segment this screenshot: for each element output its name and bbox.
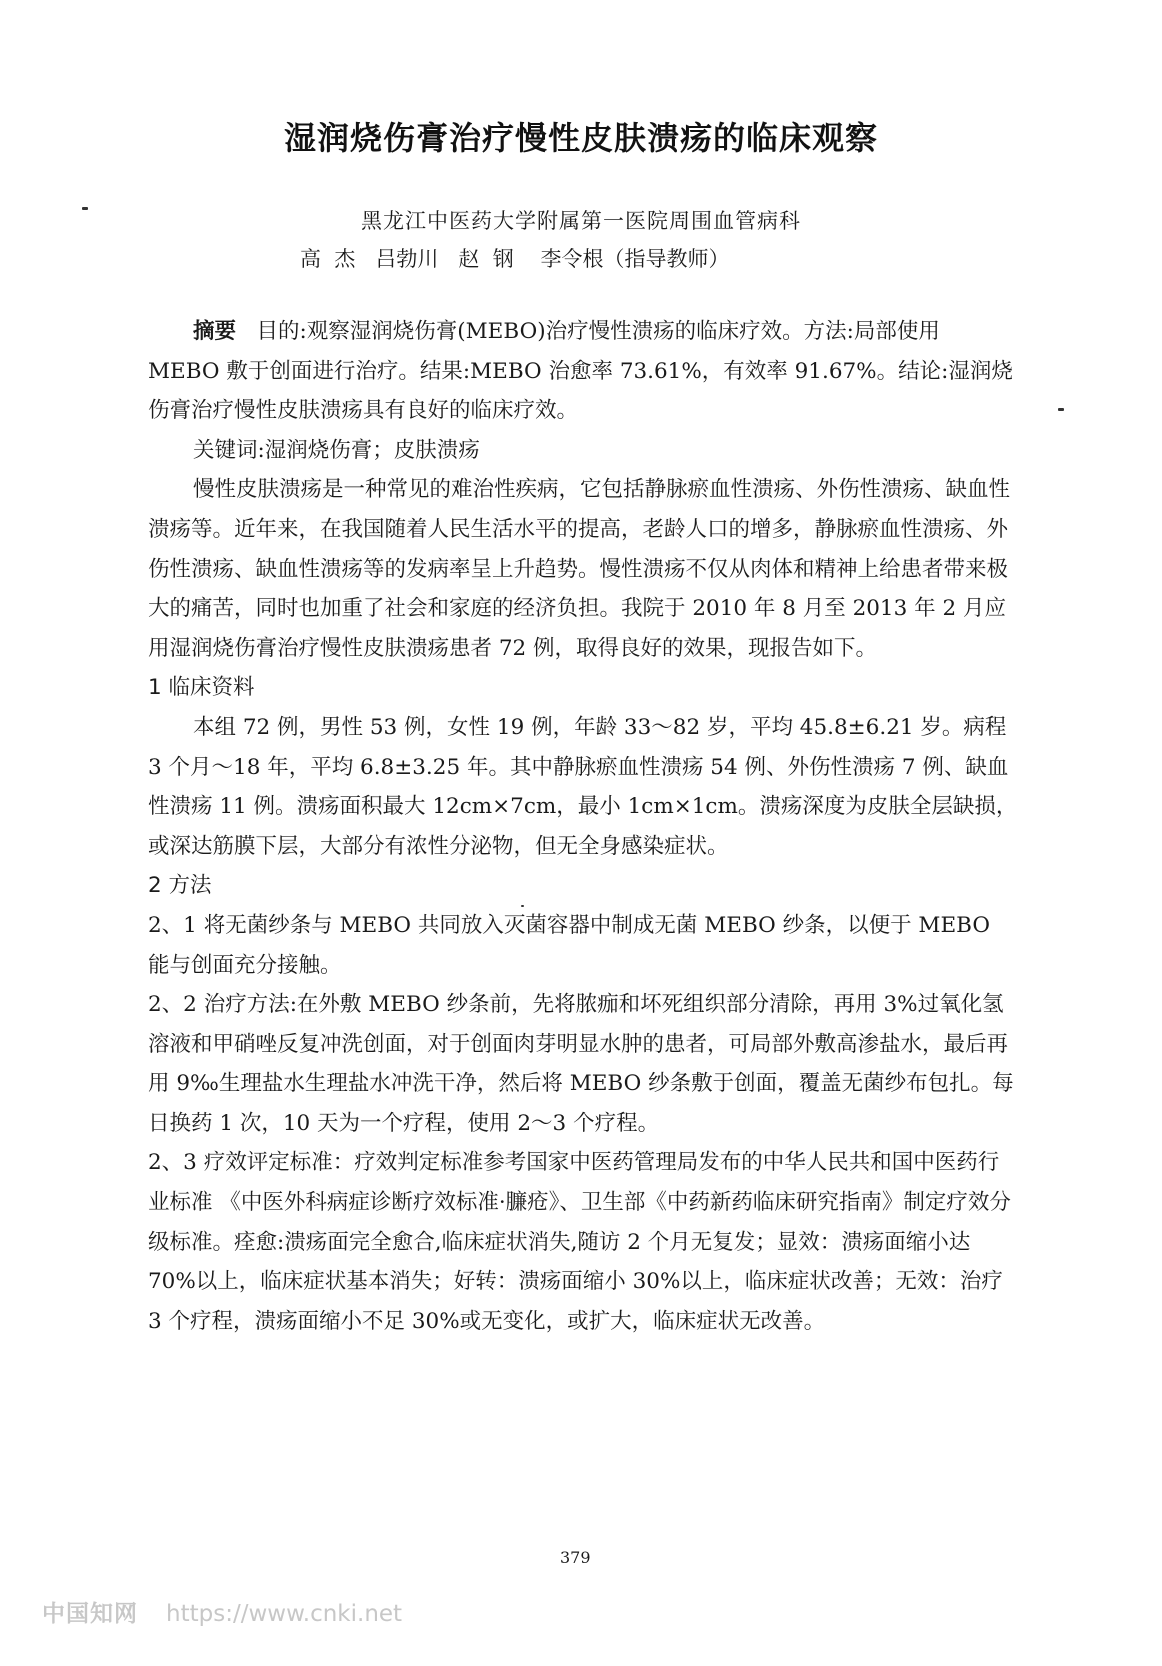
item-2-2: 2、2 治疗方法:在外敷 MEBO 纱条前，先将脓痂和坏死组织部分清除，再用 3%过氧化氢溶液和甲硝唑反复冲洗创面，对于创面肉芽明显水肿的患者，可局部外敷高渗盐水，最后再用 9‰生理盐水生理盐水冲洗干净，然后将 MEBO 纱条敷于创面，覆盖无菌纱布包扎。每日换药 1 次，10 天为一个疗程，使用 2～3 个疗程。: [148, 992, 1014, 1136]
abstract-text: 目的:观察湿润烧伤膏(MEBO)治疗慢性溃疡的临床疗效。方法:局部使用 MEBO 敷于创面进行治疗。结果:MEBO 治愈率 73.61%，有效率 91.67%。结论:湿润烧伤膏治疗慢性皮肤溃疡具有良好的临床疗效。: [148, 319, 1013, 424]
keywords-text: 湿润烧伤膏；皮肤溃疡: [264, 437, 480, 463]
keywords: [148, 431, 1018, 471]
keywords-label: 关键词:: [193, 437, 265, 463]
paper-title: 湿润烧伤膏治疗慢性皮肤溃疡的临床观察: [283, 119, 878, 157]
scan-speck: [82, 207, 88, 210]
abstract-label: 摘要: [193, 319, 237, 344]
item-2-1: 2、1 将无菌纱条与 MEBO 共同放入灭菌容器中制成无菌 MEBO 纱条，以便于 MEBO 能与创面充分接触。: [148, 912, 990, 978]
affiliation: 黑龙江中医药大学附属第一医院周围血管病科: [361, 209, 801, 233]
cnki-brand: 中国知网: [42, 1601, 138, 1627]
author-list: 高 杰 吕勃川 赵 钢 李令根（指导教师）: [300, 247, 730, 271]
scan-speck: [521, 905, 524, 907]
cnki-url[interactable]: https://www.cnki.net: [166, 1601, 403, 1627]
source-watermark: [42, 1595, 402, 1628]
page-number: 379: [560, 1548, 591, 1567]
scan-speck: [1058, 408, 1064, 411]
abstract-block: [148, 312, 1018, 1341]
abstract: [148, 312, 1018, 431]
item-2-3: 2、3 疗效评定标准：疗效判定标准参考国家中医药管理局发布的中华人民共和国中医药行业标准 《中医外科病症诊断疗效标准·臁疮》、卫生部《中药新药临床研究指南》制定疗效分级标准。痊愈:溃疡面完全愈合,临床症状消失,随访 2 个月无复发；显效：溃疡面缩小达 70%以上，临床症状基本消失；好转：溃疡面缩小 30%以上，临床症状改善；无效：治疗 3 个疗程，溃疡面缩小不足 30%或无变化，或扩大，临床症状无改善。: [148, 1150, 1011, 1334]
section-1-heading: 1 临床资料: [148, 675, 255, 701]
section-1-paragraph: 本组 72 例，男性 53 例，女性 19 例，年龄 33～82 岁，平均 45.8±6.21 岁。病程 3 个月～18 年，平均 6.8±3.25 年。其中静脉瘀血性溃疡 54 例、外伤性溃疡 7 例、缺血性溃疡 11 例。溃疡面积最大 12cm×7cm，最小 1cm×1cm。溃疡深度为皮肤全层缺损，或深达筋膜下层，大部分有浓性分泌物，但无全身感染症状。: [148, 714, 1018, 859]
intro-paragraph: 慢性皮肤溃疡是一种常见的难治性疾病，它包括静脉瘀血性溃疡、外伤性溃疡、缺血性溃疡等。近年来，在我国随着人民生活水平的提高，老龄人口的增多，静脉瘀血性溃疡、外伤性溃疡、缺血性溃疡等的发病率呈上升趋势。慢性溃疡不仅从肉体和精神上给患者带来极大的痛苦，同时也加重了社会和家庭的经济负担。我院于 2010 年 8 月至 2013 年 2 月应用湿润烧伤膏治疗慢性皮肤溃疡患者 72 例，取得良好的效果，现报告如下。: [148, 477, 1011, 661]
section-2-heading: 2 方法: [148, 873, 212, 899]
